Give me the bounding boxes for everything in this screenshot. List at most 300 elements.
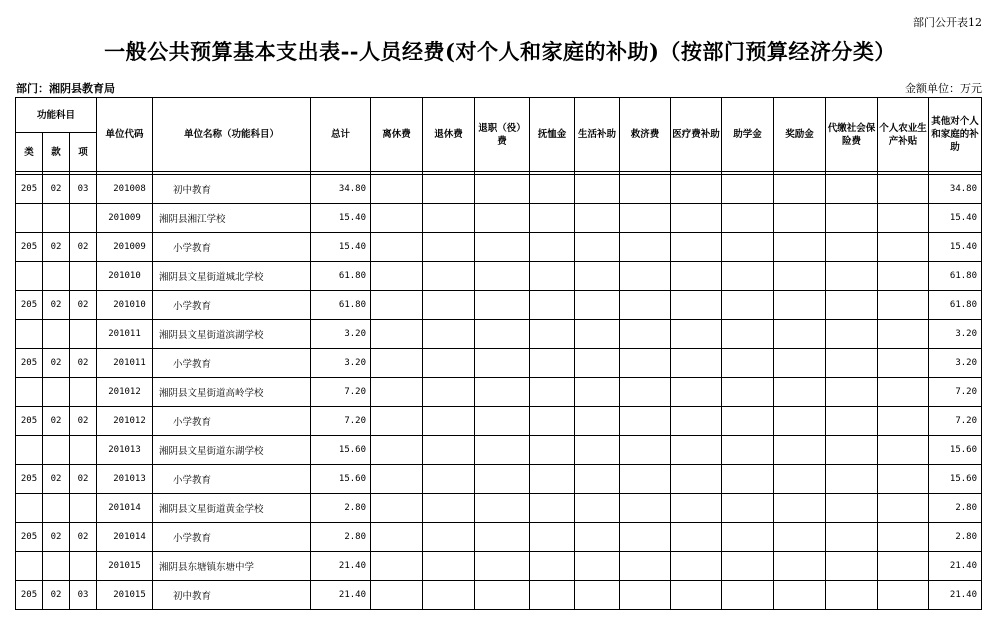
cell-kuan: 02 — [43, 233, 70, 262]
cell-col8 — [722, 436, 774, 465]
cell-xiang: 02 — [70, 349, 97, 378]
cell-col8 — [722, 552, 774, 581]
cell-other: 61.80 — [929, 291, 982, 320]
cell-total: 15.40 — [311, 204, 371, 233]
cell-xiang — [70, 378, 97, 407]
cell-col6 — [620, 320, 671, 349]
cell-col9 — [774, 349, 826, 378]
cell-col3 — [475, 320, 530, 349]
table-body — [16, 172, 982, 610]
cell-unit-code: 201013 — [97, 436, 153, 465]
cell-col11 — [878, 291, 929, 320]
cell-col7 — [671, 552, 722, 581]
cell-unit-code: 201014 — [97, 523, 153, 552]
cell-unit-name: 湘阴县文星街道滨湖学校 — [153, 320, 311, 349]
cell-col7 — [671, 407, 722, 436]
cell-total: 2.80 — [311, 494, 371, 523]
cell-col1 — [371, 291, 423, 320]
cell-col8 — [722, 262, 774, 291]
header-xiang: 项 — [70, 133, 97, 172]
table-row — [16, 436, 982, 465]
header-lei: 类 — [16, 133, 43, 172]
header-col2: 退休费 — [423, 98, 475, 172]
cell-kuan — [43, 320, 70, 349]
cell-col8 — [722, 175, 774, 204]
cell-col5 — [575, 349, 620, 378]
cell-kuan — [43, 494, 70, 523]
cell-total: 61.80 — [311, 262, 371, 291]
cell-col1 — [371, 523, 423, 552]
table-row — [16, 494, 982, 523]
cell-col6 — [620, 552, 671, 581]
header-col1: 离休费 — [371, 98, 423, 172]
cell-unit-name: 湘阴县湘江学校 — [153, 204, 311, 233]
cell-col11 — [878, 552, 929, 581]
cell-col5 — [575, 204, 620, 233]
cell-xiang — [70, 320, 97, 349]
cell-kuan: 02 — [43, 465, 70, 494]
cell-col11 — [878, 407, 929, 436]
cell-kuan: 02 — [43, 581, 70, 610]
table-row — [16, 262, 982, 291]
cell-col2 — [423, 204, 475, 233]
cell-unit-name: 湘阴县文星街道城北学校 — [153, 262, 311, 291]
cell-col7 — [671, 436, 722, 465]
table-row — [16, 349, 982, 378]
cell-col2 — [423, 494, 475, 523]
header-col6: 救济费 — [620, 98, 671, 172]
cell-other: 2.80 — [929, 523, 982, 552]
cell-unit-name: 湘阴县文星街道高岭学校 — [153, 378, 311, 407]
cell-total: 15.60 — [311, 436, 371, 465]
cell-col8 — [722, 465, 774, 494]
cell-other: 3.20 — [929, 349, 982, 378]
cell-col11 — [878, 494, 929, 523]
header-unit-code: 单位代码 — [97, 98, 153, 172]
cell-col9 — [774, 494, 826, 523]
cell-col1 — [371, 204, 423, 233]
table-row — [16, 581, 982, 610]
header-col4: 抚恤金 — [530, 98, 575, 172]
cell-col7 — [671, 494, 722, 523]
cell-unit-name: 小学教育 — [153, 349, 311, 378]
cell-col9 — [774, 320, 826, 349]
cell-lei — [16, 320, 43, 349]
cell-col10 — [826, 465, 878, 494]
cell-col3 — [475, 494, 530, 523]
cell-col2 — [423, 552, 475, 581]
cell-xiang — [70, 436, 97, 465]
cell-col2 — [423, 349, 475, 378]
cell-lei: 205 — [16, 407, 43, 436]
cell-col5 — [575, 262, 620, 291]
cell-unit-code: 201011 — [97, 320, 153, 349]
cell-xiang — [70, 494, 97, 523]
cell-total: 3.20 — [311, 349, 371, 378]
cell-unit-code: 201008 — [97, 175, 153, 204]
cell-col7 — [671, 378, 722, 407]
header-col8: 助学金 — [722, 98, 774, 172]
table-row — [16, 175, 982, 204]
header-col7: 医疗费补助 — [671, 98, 722, 172]
cell-col4 — [530, 581, 575, 610]
cell-kuan — [43, 552, 70, 581]
cell-lei: 205 — [16, 349, 43, 378]
cell-col6 — [620, 204, 671, 233]
cell-col7 — [671, 204, 722, 233]
cell-col10 — [826, 436, 878, 465]
cell-lei — [16, 436, 43, 465]
cell-col10 — [826, 175, 878, 204]
cell-lei — [16, 552, 43, 581]
cell-unit-name: 小学教育 — [153, 465, 311, 494]
cell-unit-name: 小学教育 — [153, 233, 311, 262]
cell-col2 — [423, 262, 475, 291]
cell-col2 — [423, 465, 475, 494]
cell-col4 — [530, 349, 575, 378]
cell-col11 — [878, 175, 929, 204]
cell-unit-code: 201010 — [97, 291, 153, 320]
cell-col9 — [774, 378, 826, 407]
cell-kuan: 02 — [43, 175, 70, 204]
cell-col6 — [620, 291, 671, 320]
cell-col5 — [575, 523, 620, 552]
cell-kuan: 02 — [43, 291, 70, 320]
cell-unit-name: 小学教育 — [153, 407, 311, 436]
cell-col3 — [475, 465, 530, 494]
cell-col11 — [878, 523, 929, 552]
table-number-label: 部门公开表12 — [913, 16, 982, 29]
cell-unit-code: 201014 — [97, 494, 153, 523]
cell-col8 — [722, 291, 774, 320]
cell-col8 — [722, 320, 774, 349]
cell-col9 — [774, 175, 826, 204]
cell-other: 21.40 — [929, 581, 982, 610]
cell-col11 — [878, 320, 929, 349]
cell-kuan — [43, 378, 70, 407]
cell-col10 — [826, 494, 878, 523]
cell-col8 — [722, 378, 774, 407]
cell-xiang: 02 — [70, 291, 97, 320]
cell-unit-code: 201012 — [97, 407, 153, 436]
cell-col9 — [774, 233, 826, 262]
cell-col1 — [371, 465, 423, 494]
cell-col1 — [371, 175, 423, 204]
cell-col9 — [774, 465, 826, 494]
cell-total: 61.80 — [311, 291, 371, 320]
cell-col5 — [575, 291, 620, 320]
cell-col2 — [423, 378, 475, 407]
cell-other: 21.40 — [929, 552, 982, 581]
cell-col2 — [423, 291, 475, 320]
unit-label: 金额单位：万元 — [905, 82, 982, 95]
cell-xiang: 02 — [70, 233, 97, 262]
page-title: 一般公共预算基本支出表--人员经费(对个人和家庭的补助)（按部门预算经济分类） — [104, 39, 896, 64]
table-row — [16, 552, 982, 581]
cell-col1 — [371, 233, 423, 262]
cell-col7 — [671, 262, 722, 291]
cell-lei: 205 — [16, 175, 43, 204]
cell-col4 — [530, 436, 575, 465]
cell-col4 — [530, 320, 575, 349]
cell-col4 — [530, 523, 575, 552]
header-col10: 代缴社会保险费 — [826, 98, 878, 172]
cell-col7 — [671, 523, 722, 552]
header-function-group: 功能科目 — [16, 98, 97, 133]
table-row — [16, 407, 982, 436]
cell-col4 — [530, 552, 575, 581]
cell-col11 — [878, 436, 929, 465]
cell-col6 — [620, 233, 671, 262]
cell-kuan — [43, 262, 70, 291]
cell-total: 7.20 — [311, 378, 371, 407]
cell-unit-code: 201015 — [97, 552, 153, 581]
cell-col1 — [371, 320, 423, 349]
cell-col2 — [423, 175, 475, 204]
header-col5: 生活补助 — [575, 98, 620, 172]
cell-col4 — [530, 233, 575, 262]
cell-col4 — [530, 378, 575, 407]
cell-col2 — [423, 436, 475, 465]
table-row — [16, 523, 982, 552]
cell-unit-code: 201010 — [97, 262, 153, 291]
cell-col8 — [722, 581, 774, 610]
cell-lei — [16, 378, 43, 407]
cell-total: 21.40 — [311, 552, 371, 581]
cell-col7 — [671, 320, 722, 349]
cell-col6 — [620, 436, 671, 465]
cell-unit-code: 201009 — [97, 233, 153, 262]
table-row — [16, 204, 982, 233]
cell-col10 — [826, 523, 878, 552]
cell-col1 — [371, 552, 423, 581]
cell-col2 — [423, 320, 475, 349]
cell-total: 15.40 — [311, 233, 371, 262]
cell-col3 — [475, 407, 530, 436]
cell-col8 — [722, 349, 774, 378]
cell-col11 — [878, 581, 929, 610]
cell-col3 — [475, 436, 530, 465]
cell-col6 — [620, 581, 671, 610]
cell-col11 — [878, 204, 929, 233]
cell-col6 — [620, 494, 671, 523]
table-row — [16, 320, 982, 349]
cell-lei — [16, 204, 43, 233]
cell-col1 — [371, 378, 423, 407]
cell-other: 7.20 — [929, 407, 982, 436]
cell-col2 — [423, 233, 475, 262]
cell-col7 — [671, 465, 722, 494]
cell-col8 — [722, 494, 774, 523]
cell-col2 — [423, 581, 475, 610]
header-col11: 个人农业生产补贴 — [878, 98, 929, 172]
cell-col1 — [371, 407, 423, 436]
cell-col11 — [878, 378, 929, 407]
cell-col3 — [475, 349, 530, 378]
cell-unit-name: 小学教育 — [153, 523, 311, 552]
table-row — [16, 378, 982, 407]
department-label: 部门：湘阴县教育局 — [16, 82, 115, 95]
cell-col4 — [530, 494, 575, 523]
cell-unit-code: 201015 — [97, 581, 153, 610]
cell-col7 — [671, 291, 722, 320]
header-col12: 其他对个人和家庭的补助 — [929, 98, 982, 172]
cell-col7 — [671, 349, 722, 378]
cell-col4 — [530, 204, 575, 233]
cell-col3 — [475, 204, 530, 233]
cell-unit-name: 小学教育 — [153, 291, 311, 320]
cell-col9 — [774, 523, 826, 552]
cell-col9 — [774, 407, 826, 436]
cell-col10 — [826, 407, 878, 436]
cell-col2 — [423, 407, 475, 436]
cell-other: 15.40 — [929, 204, 982, 233]
cell-xiang — [70, 204, 97, 233]
cell-total: 3.20 — [311, 320, 371, 349]
cell-kuan — [43, 204, 70, 233]
cell-col8 — [722, 204, 774, 233]
header-col3: 退职（役）费 — [475, 98, 530, 172]
cell-other: 15.60 — [929, 436, 982, 465]
cell-col8 — [722, 523, 774, 552]
cell-col5 — [575, 581, 620, 610]
cell-xiang — [70, 262, 97, 291]
cell-other: 34.80 — [929, 175, 982, 204]
table-row — [16, 291, 982, 320]
cell-total: 2.80 — [311, 523, 371, 552]
cell-col4 — [530, 291, 575, 320]
cell-xiang: 03 — [70, 581, 97, 610]
header-total: 总计 — [311, 98, 371, 172]
cell-col5 — [575, 233, 620, 262]
cell-col9 — [774, 204, 826, 233]
cell-col7 — [671, 175, 722, 204]
cell-total: 34.80 — [311, 175, 371, 204]
cell-col1 — [371, 436, 423, 465]
cell-col6 — [620, 378, 671, 407]
cell-col11 — [878, 465, 929, 494]
cell-col5 — [575, 320, 620, 349]
cell-col9 — [774, 262, 826, 291]
cell-xiang: 02 — [70, 465, 97, 494]
cell-col9 — [774, 436, 826, 465]
cell-col6 — [620, 262, 671, 291]
cell-col11 — [878, 349, 929, 378]
cell-col3 — [475, 262, 530, 291]
cell-col4 — [530, 175, 575, 204]
cell-col10 — [826, 552, 878, 581]
cell-col6 — [620, 349, 671, 378]
cell-col10 — [826, 233, 878, 262]
cell-unit-code: 201012 — [97, 378, 153, 407]
cell-xiang — [70, 552, 97, 581]
cell-total: 21.40 — [311, 581, 371, 610]
cell-kuan: 02 — [43, 523, 70, 552]
cell-other: 7.20 — [929, 378, 982, 407]
cell-other: 3.20 — [929, 320, 982, 349]
cell-unit-name: 湘阴县文星街道东湖学校 — [153, 436, 311, 465]
cell-col3 — [475, 175, 530, 204]
cell-col11 — [878, 233, 929, 262]
cell-lei — [16, 494, 43, 523]
cell-other: 61.80 — [929, 262, 982, 291]
table-row — [16, 233, 982, 262]
cell-col5 — [575, 552, 620, 581]
cell-col1 — [371, 581, 423, 610]
cell-col5 — [575, 494, 620, 523]
header-unit-name: 单位名称（功能科目） — [153, 98, 311, 172]
cell-unit-name: 初中教育 — [153, 175, 311, 204]
cell-col10 — [826, 378, 878, 407]
cell-col8 — [722, 233, 774, 262]
cell-unit-code: 201011 — [97, 349, 153, 378]
cell-xiang: 02 — [70, 523, 97, 552]
cell-col6 — [620, 523, 671, 552]
cell-col9 — [774, 291, 826, 320]
cell-col3 — [475, 581, 530, 610]
cell-col10 — [826, 262, 878, 291]
cell-unit-name: 湘阴县东塘镇东塘中学 — [153, 552, 311, 581]
cell-other: 2.80 — [929, 494, 982, 523]
cell-unit-code: 201009 — [97, 204, 153, 233]
cell-col10 — [826, 581, 878, 610]
cell-total: 15.60 — [311, 465, 371, 494]
cell-col10 — [826, 204, 878, 233]
cell-lei: 205 — [16, 233, 43, 262]
cell-col3 — [475, 523, 530, 552]
header-col9: 奖励金 — [774, 98, 826, 172]
cell-col11 — [878, 262, 929, 291]
cell-other: 15.40 — [929, 233, 982, 262]
cell-col9 — [774, 581, 826, 610]
cell-col3 — [475, 233, 530, 262]
cell-col3 — [475, 552, 530, 581]
cell-col8 — [722, 407, 774, 436]
cell-col3 — [475, 291, 530, 320]
cell-lei: 205 — [16, 291, 43, 320]
cell-col4 — [530, 407, 575, 436]
cell-col5 — [575, 407, 620, 436]
cell-col5 — [575, 378, 620, 407]
cell-other: 15.60 — [929, 465, 982, 494]
cell-kuan: 02 — [43, 407, 70, 436]
cell-col1 — [371, 349, 423, 378]
cell-col9 — [774, 552, 826, 581]
cell-col10 — [826, 291, 878, 320]
table-row — [16, 465, 982, 494]
cell-col4 — [530, 262, 575, 291]
cell-col4 — [530, 465, 575, 494]
header-kuan: 款 — [43, 133, 70, 172]
cell-total: 7.20 — [311, 407, 371, 436]
expense-table — [15, 97, 982, 610]
cell-unit-name: 初中教育 — [153, 581, 311, 610]
cell-col6 — [620, 175, 671, 204]
cell-col7 — [671, 233, 722, 262]
cell-col6 — [620, 407, 671, 436]
cell-col10 — [826, 320, 878, 349]
cell-unit-code: 201013 — [97, 465, 153, 494]
cell-col6 — [620, 465, 671, 494]
cell-unit-name: 湘阴县文星街道黄金学校 — [153, 494, 311, 523]
cell-lei: 205 — [16, 581, 43, 610]
cell-lei: 205 — [16, 465, 43, 494]
cell-col3 — [475, 378, 530, 407]
cell-col10 — [826, 349, 878, 378]
cell-lei: 205 — [16, 523, 43, 552]
cell-xiang: 02 — [70, 407, 97, 436]
cell-lei — [16, 262, 43, 291]
